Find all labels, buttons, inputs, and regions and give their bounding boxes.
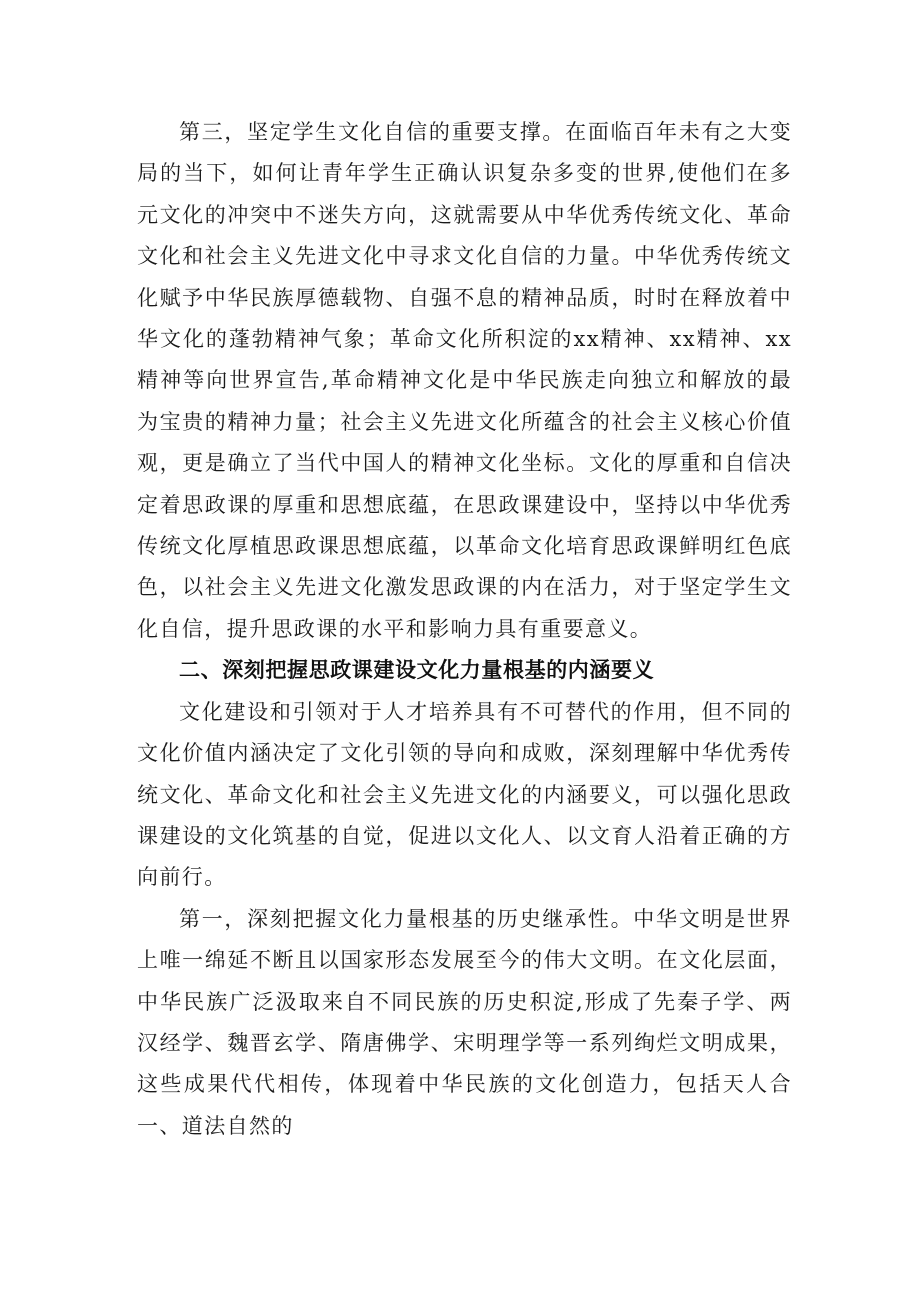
- paragraph-third-point: 第三，坚定学生文化自信的重要支撑。在面临百年未有之大变局的当下，如何让青年学生正确认识复杂多变的世界,使他们在多元文化的冲突中不迷失方向，这就需要从中华优秀传统文化、革命文化和社会主义先进文化中寻求文化自信的力量。中华优秀传统文化赋予中华民族厚德载物、自强不息的精神品质，时时在释放着中华文化的蓬勃精神气象；革命文化所积淀的xx精神、xx精神、xx精神等向世界宣告,革命精神文化是中华民族走向独立和解放的最为宝贵的精神力量；社会主义先进文化所蕴含的社会主义核心价值观，更是确立了当代中国人的精神文化坐标。文化的厚重和自信决定着思政课的厚重和思想底蕴，在思政课建设中，坚持以中华优秀传统文化厚植思政课思想底蕴，以革命文化培育思政课鲜明红色底色，以社会主义先进文化激发思政课的内在活力，对于坚定学生文化自信，提升思政课的水平和影响力具有重要意义。: [137, 120, 792, 641]
- section-heading-2: 二、深刻把握思政课建设文化力量根基的内涵要义: [179, 658, 655, 683]
- paragraph-section-intro: 文化建设和引领对于人才培养具有不可替代的作用，但不同的文化价值内涵决定了文化引领的导向和成败，深刻理解中华优秀传统文化、革命文化和社会主义先进文化的内涵要义，可以强化思政课建设的文化筑基的自觉，促进以文化人、以文育人沿着正确的方向前行。: [137, 699, 792, 890]
- document-body: [137, 112, 792, 1147]
- paragraph-first-point: 第一，深刻把握文化力量根基的历史继承性。中华文明是世界上唯一绵延不断且以国家形态发展至今的伟大文明。在文化层面，中华民族广泛汲取来自不同民族的历史积淀,形成了先秦子学、两汉经学、魏晋玄学、隋唐佛学、宋明理学等一系列绚烂文明成果，这些成果代代相传，体现着中华民族的文化创造力，包括天人合一、道法自然的: [137, 906, 792, 1138]
